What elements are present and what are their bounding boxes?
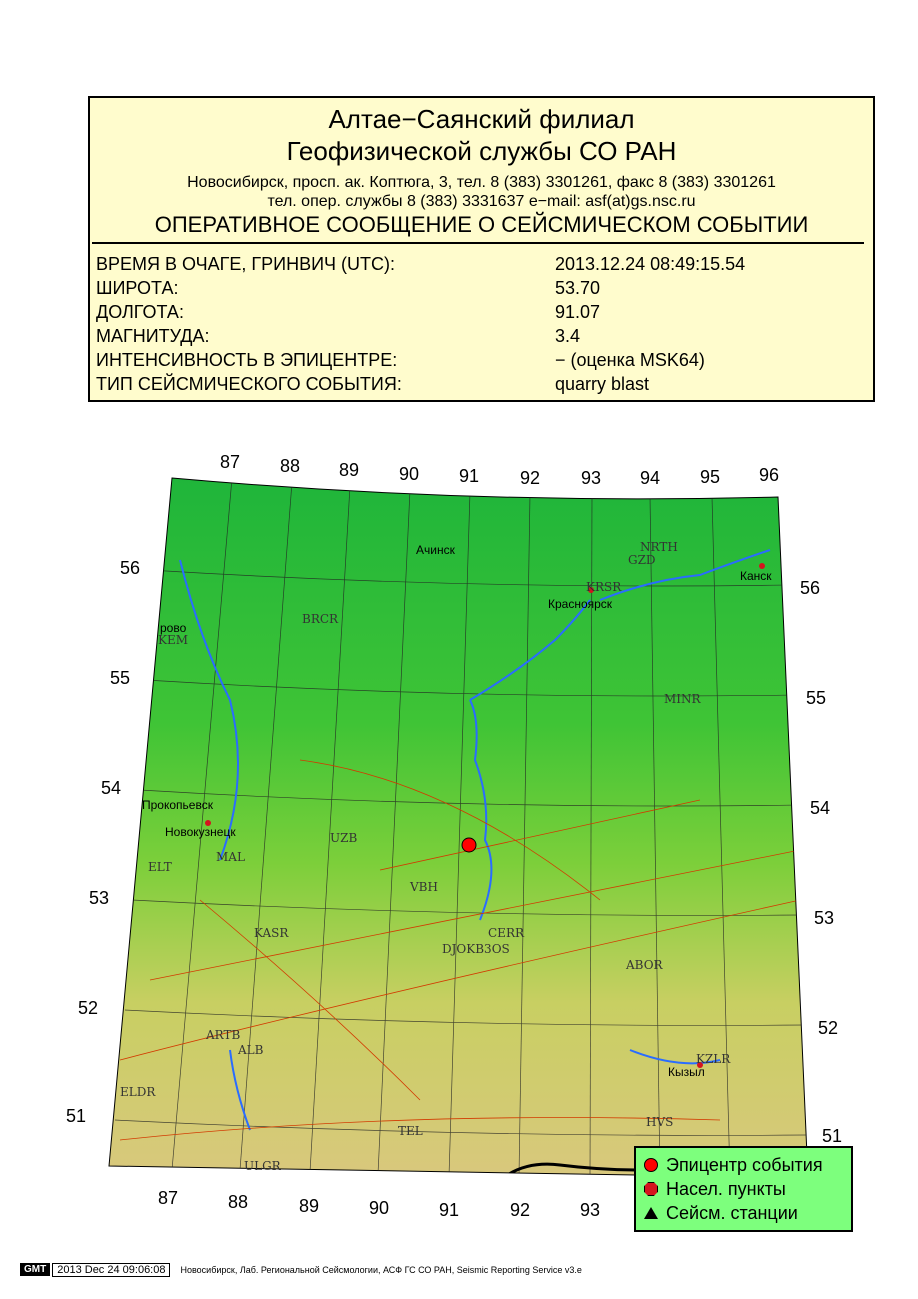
station-label: MAL bbox=[216, 850, 245, 864]
city-label: Канск bbox=[740, 569, 772, 583]
footer bbox=[20, 1262, 582, 1277]
station-label: ABOR bbox=[626, 958, 663, 972]
field-value-intensity: − (оценка MSK64) bbox=[555, 350, 705, 370]
org-title-line2: Геофизической службы СО РАН bbox=[286, 136, 677, 166]
epicenter-marker bbox=[462, 838, 476, 852]
legend-label: Насел. пункты bbox=[666, 1178, 786, 1199]
field-value-event-type: quarry blast bbox=[555, 374, 650, 394]
legend-item-settlement bbox=[644, 1178, 786, 1200]
station-label: UZB bbox=[330, 831, 358, 845]
legend-label: Эпицентр события bbox=[666, 1154, 823, 1175]
lat-label-left: 52 bbox=[78, 998, 99, 1018]
lat-label-right: 52 bbox=[818, 1018, 839, 1038]
station-label: HVS bbox=[646, 1115, 674, 1129]
field-label-latitude: ШИРОТА: bbox=[96, 278, 179, 298]
lon-label-top: 88 bbox=[280, 456, 301, 476]
city-label: рово bbox=[160, 621, 187, 635]
lat-label-left: 56 bbox=[120, 558, 141, 578]
lon-label-bottom: 89 bbox=[299, 1196, 320, 1216]
lat-label-right: 51 bbox=[822, 1126, 843, 1146]
station-label: NRTH bbox=[640, 540, 678, 554]
city-label: Новокузнецк bbox=[165, 825, 236, 839]
footer-credits: Новосибирск, Лаб. Региональной Сейсмологии, АСФ ГС СО РАН, Seismic Reporting Service v3.e bbox=[180, 1264, 582, 1275]
city-label: Красноярск bbox=[548, 597, 613, 611]
station-label: ALB bbox=[238, 1043, 264, 1057]
gmt-logo: GMT bbox=[20, 1263, 50, 1276]
lon-label-bottom: 90 bbox=[369, 1198, 390, 1218]
station-label: BRCR bbox=[302, 612, 339, 626]
city-label: Ачинск bbox=[416, 543, 455, 557]
lon-label-top: 96 bbox=[759, 465, 780, 485]
station-label: DJOKB3OS bbox=[442, 942, 510, 956]
station-label: CERR bbox=[488, 926, 525, 940]
station-label: KEM bbox=[158, 633, 189, 647]
field-label-longitude: ДОЛГОТА: bbox=[96, 302, 184, 322]
lon-label-top: 91 bbox=[459, 466, 480, 486]
field-label-event-type: ТИП СЕЙСМИЧЕСКОГО СОБЫТИЯ: bbox=[96, 374, 402, 394]
field-label-intensity: ИНТЕНСИВНОСТЬ В ЭПИЦЕНТРЕ: bbox=[96, 350, 398, 370]
station-label: TEL bbox=[398, 1124, 423, 1138]
lat-label-left: 51 bbox=[66, 1106, 87, 1126]
field-value-longitude: 91.07 bbox=[555, 302, 601, 322]
lat-label-right: 56 bbox=[800, 578, 821, 598]
legend-item-epicenter bbox=[644, 1154, 823, 1176]
lon-label-top: 87 bbox=[220, 452, 241, 472]
settlement-icon bbox=[644, 1182, 658, 1196]
lat-label-left: 54 bbox=[101, 778, 122, 798]
city-label: Кызыл bbox=[668, 1065, 705, 1079]
station-label: VBH bbox=[410, 880, 438, 894]
org-address: Новосибирск, просп. ак. Коптюга, 3, тел. 8 (383) 3301261, факс 8 (383) 3301261 bbox=[187, 174, 776, 191]
legend-label: Сейсм. станции bbox=[666, 1202, 798, 1223]
lon-label-bottom: 93 bbox=[580, 1200, 601, 1220]
lon-label-bottom: 87 bbox=[158, 1188, 179, 1208]
lat-label-right: 54 bbox=[810, 798, 831, 818]
lat-label-right: 53 bbox=[814, 908, 835, 928]
field-value-magnitude: 3.4 bbox=[555, 326, 581, 346]
org-contacts: тел. опер. службы 8 (383) 3331637 e−mail: asf(at)gs.nsc.ru bbox=[267, 193, 696, 210]
station-label: KASR bbox=[254, 926, 289, 940]
lon-label-top: 95 bbox=[700, 467, 721, 487]
report-title: ОПЕРАТИВНОЕ СООБЩЕНИЕ О СЕЙСМИЧЕСКОМ СОБЫТИИ bbox=[154, 212, 809, 237]
lon-label-bottom: 91 bbox=[439, 1200, 460, 1220]
station-label: KZLR bbox=[696, 1052, 731, 1066]
org-title-line1: Алтае−Саянский филиал bbox=[328, 104, 635, 134]
station-label: ELT bbox=[148, 860, 172, 874]
lon-label-top: 89 bbox=[339, 460, 360, 480]
station-label: GZD bbox=[628, 553, 656, 567]
field-value-latitude: 53.70 bbox=[555, 278, 601, 298]
field-label-magnitude: МАГНИТУДА: bbox=[96, 326, 210, 346]
station-label: MINR bbox=[664, 692, 701, 706]
lon-label-bottom: 92 bbox=[510, 1200, 531, 1220]
station-label: ARTB bbox=[206, 1028, 241, 1042]
lon-label-top: 94 bbox=[640, 468, 661, 488]
footer-timestamp: 2013 Dec 24 09:06:08 bbox=[52, 1263, 170, 1277]
station-icon bbox=[644, 1207, 658, 1219]
field-label-time: ВРЕМЯ В ОЧАГЕ, ГРИНВИЧ (UTC): bbox=[96, 254, 395, 274]
legend-item-station bbox=[644, 1202, 798, 1224]
lat-label-right: 55 bbox=[806, 688, 827, 708]
field-value-time: 2013.12.24 08:49:15.54 bbox=[555, 254, 746, 274]
map-legend bbox=[634, 1146, 853, 1232]
lat-label-left: 53 bbox=[89, 888, 110, 908]
lon-label-top: 90 bbox=[399, 464, 420, 484]
epicenter-icon bbox=[644, 1158, 658, 1172]
lon-label-top: 92 bbox=[520, 468, 541, 488]
lat-label-left: 55 bbox=[110, 668, 131, 688]
lon-label-bottom: 88 bbox=[228, 1192, 249, 1212]
lon-label-top: 93 bbox=[581, 468, 602, 488]
station-label: KRSR bbox=[586, 580, 622, 594]
station-label: ULGR bbox=[244, 1159, 281, 1173]
station-label: ELDR bbox=[120, 1085, 156, 1099]
city-label: Прокопьевск bbox=[142, 798, 213, 812]
